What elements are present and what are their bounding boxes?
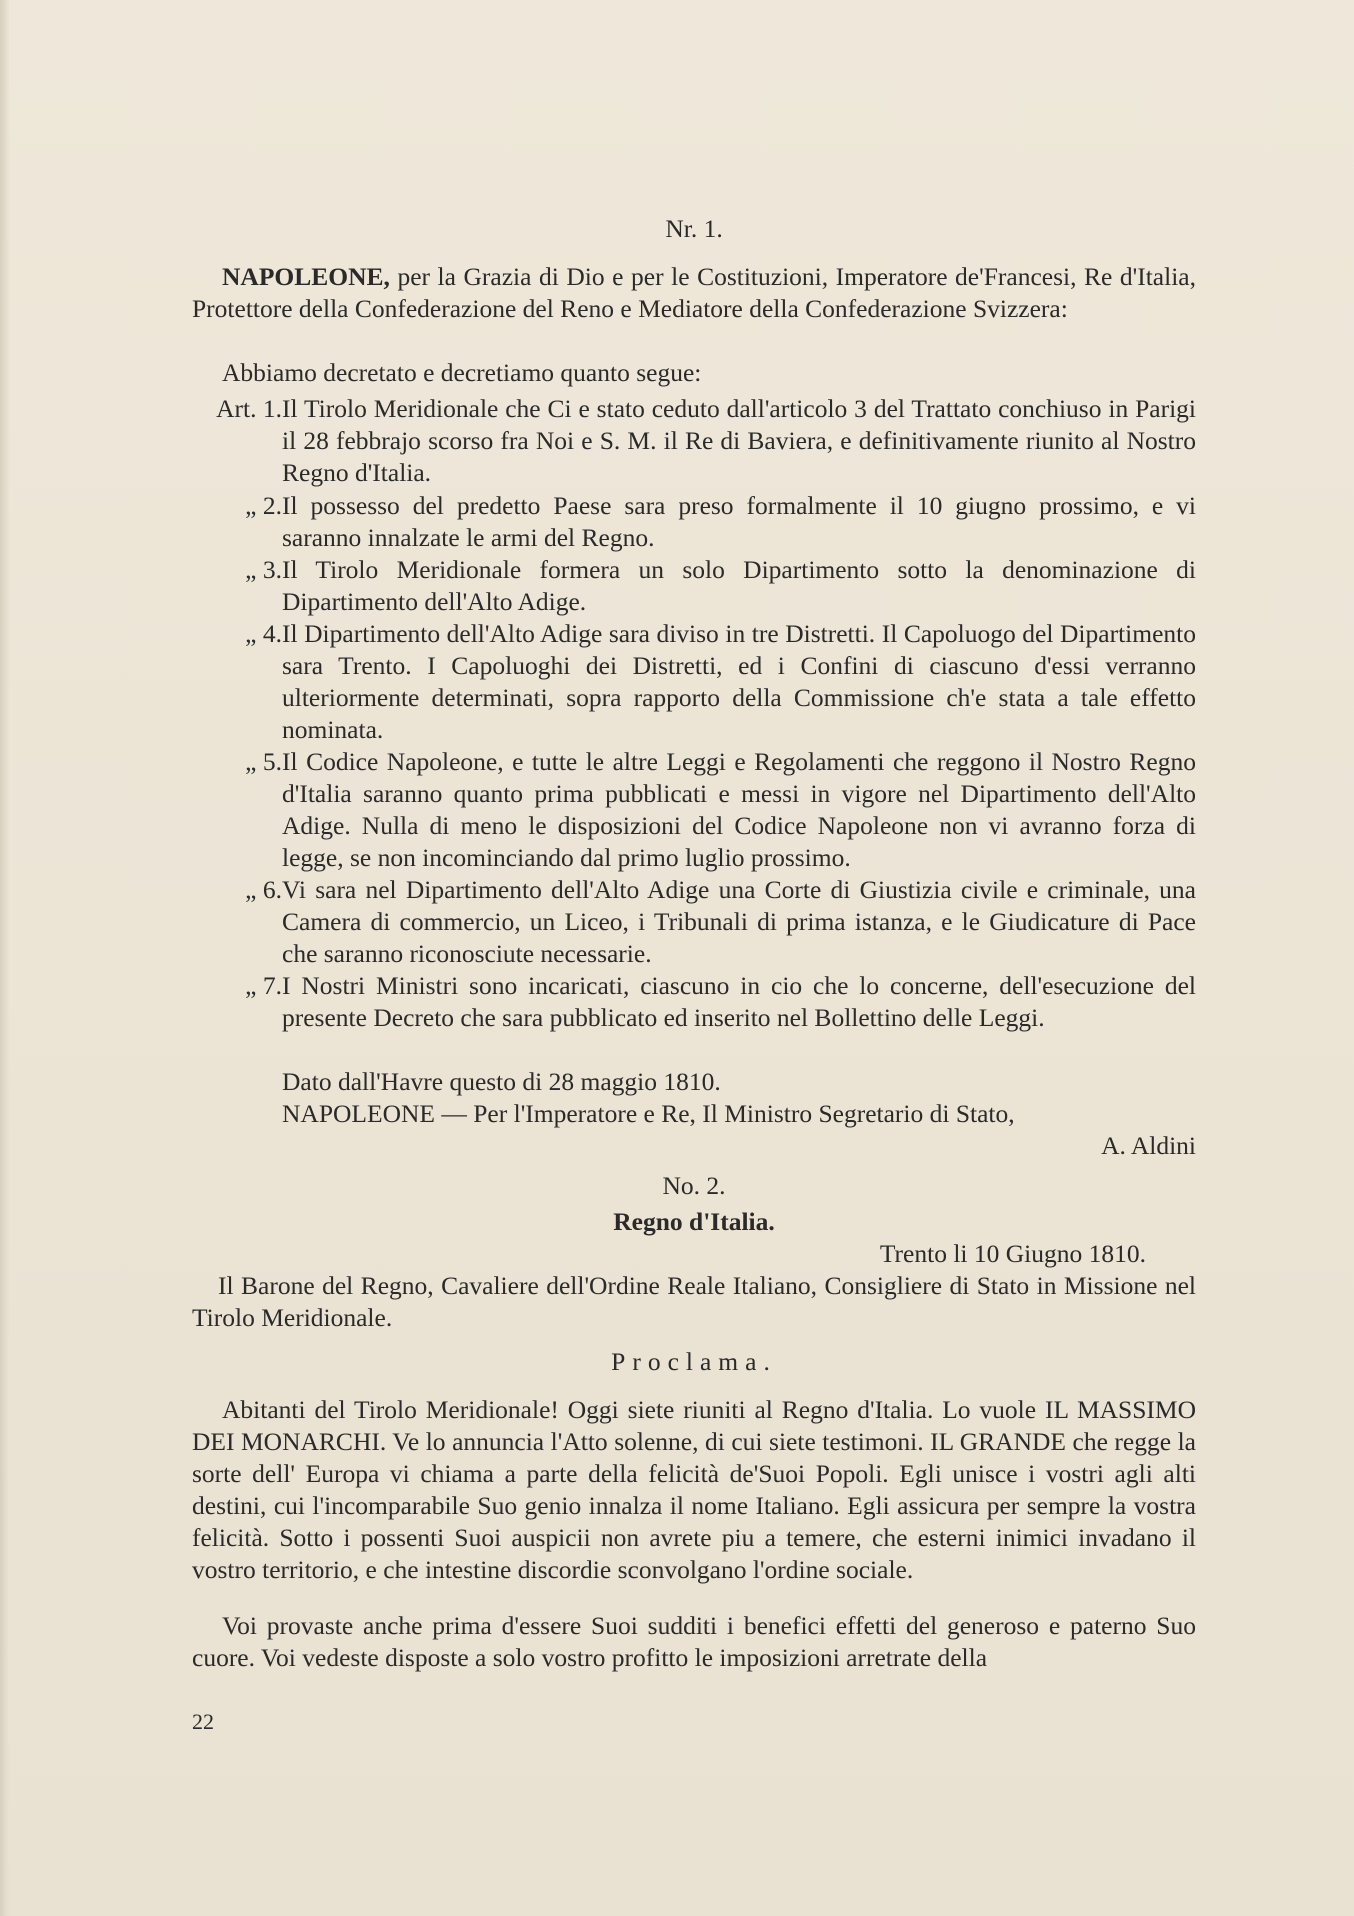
article-2 bbox=[192, 490, 1196, 554]
article-7 bbox=[192, 970, 1196, 1034]
article-text: I Nostri Ministri sono incaricati, ciascuno in cio che lo concerne, dell'esecuzione del presente Decreto che sara pubblicato ed inserito nel Bollettino delle Leggi. bbox=[282, 971, 1196, 1032]
signature-line: NAPOLEONE — Per l'Imperatore e Re, Il Ministro Segretario di Stato, bbox=[282, 1099, 1015, 1128]
article-text: Il Tirolo Meridionale che Ci e stato ceduto dall'articolo 3 del Trattato conchiuso in Parigi il 28 febbrajo scorso fra Noi e S. M. il Re di Baviera, e definitivamente riunito al Nostro Regno d'Italia. bbox=[282, 394, 1196, 487]
article-text: Il Dipartimento dell'Alto Adige sara diviso in tre Distretti. Il Capoluogo del Dipartimento sara Trento. I Capoluoghi dei Distretti, ed i Confini di ciascuno d'essi verranno ulteriormente determinati, sopra rapporto della Commissione ch'e stata a tale effetto nominata. bbox=[282, 619, 1196, 744]
article-4 bbox=[192, 618, 1196, 746]
heading-regno: Regno d'Italia. bbox=[613, 1207, 775, 1236]
article-text: Il Codice Napoleone, e tutte le altre Leggi e Regolamenti che reggono il Nostro Regno d'Italia saranno quanto prima pubblicati e messi in vigore nel Dipartimento dell'Alto Adige. Nulla di meno le disposizioni del Codice Napoleone non vi avranno forza di legge, se non incominciando dal primo luglio prossimo. bbox=[282, 747, 1196, 872]
page-number: 22 bbox=[192, 1709, 214, 1734]
intro-paragraph bbox=[192, 261, 1196, 325]
proclama-heading: Proclama. bbox=[611, 1347, 777, 1376]
intro-napoleone: NAPOLEONE, bbox=[222, 262, 390, 291]
article-3 bbox=[192, 554, 1196, 618]
article-text: Vi sara nel Dipartimento dell'Alto Adige una Corte di Giustizia civile e criminale, una Camera di commercio, un Liceo, i Tribunali di prima istanza, e le Giudicature di Pace che saranno riconosciute necessarie. bbox=[282, 875, 1196, 968]
article-text: Il possesso del predetto Paese sara preso formalmente il 10 giugno prossimo, e vi saranno innalzate le armi del Regno. bbox=[282, 491, 1196, 552]
proclama-paragraph-1: Abitanti del Tirolo Meridionale! Oggi siete riuniti al Regno d'Italia. Lo vuole IL MASSIMO DEI MONARCHI. Ve lo annuncia l'Atto solenne, di cui siete testimoni. IL GRANDE che regge la sorte dell' Europa vi chiama a parte della felicità de'Suoi Popoli. Egli unisce i vostri agli alti destini, cui l'incomparabile Suo genio innalza il nome Italiano. Egli assicura per sempre la vostra felicità. Sotto i possenti Suoi auspicii non avrete piu a temere, che esterni inimici invadano il vostro territorio, e che intestine discordie sconvolgano l'ordine sociale. bbox=[192, 1395, 1196, 1584]
article-5 bbox=[192, 746, 1196, 874]
heading-no2: No. 2. bbox=[662, 1171, 726, 1200]
dated-line: Dato dall'Havre questo di 28 maggio 1810. bbox=[282, 1067, 721, 1096]
intro-text: per la Grazia di Dio e per le Costituzioni, Imperatore de'Francesi, Re d'Italia, Protettore della Confederazione del Reno e Mediatore della Confederazione Svizzera: bbox=[192, 262, 1196, 323]
article-text: Il Tirolo Meridionale formera un solo Dipartimento sotto la denominazione di Dipartimento dell'Alto Adige. bbox=[282, 555, 1196, 616]
article-label: „ 4. bbox=[245, 619, 282, 648]
page-edge-shadow bbox=[0, 0, 10, 1916]
proclama-paragraph-2: Voi provaste anche prima d'essere Suoi sudditi i benefici effetti del generoso e paterno Suo cuore. Voi vedeste disposte a solo vostro profitto le imposizioni arretrate della bbox=[192, 1611, 1196, 1672]
article-label: „ 2. bbox=[245, 491, 282, 520]
article-label: Art. 1. bbox=[216, 394, 282, 423]
article-label: „ 7. bbox=[245, 971, 282, 1000]
article-6 bbox=[192, 874, 1196, 970]
decree-line: Abbiamo decretato e decretiamo quanto segue: bbox=[222, 358, 702, 387]
place-date: Trento li 10 Giugno 1810. bbox=[879, 1239, 1146, 1268]
article-label: „ 5. bbox=[245, 747, 282, 776]
baron-paragraph: Il Barone del Regno, Cavaliere dell'Ordine Reale Italiano, Consigliere di Stato in Missione nel Tirolo Meridionale. bbox=[192, 1271, 1196, 1332]
article-label: „ 3. bbox=[245, 555, 282, 584]
article-label: „ 6. bbox=[245, 875, 282, 904]
heading-nr1: Nr. 1. bbox=[665, 214, 723, 243]
article-1 bbox=[192, 393, 1196, 489]
minister-name: A. Aldini bbox=[1101, 1131, 1196, 1160]
